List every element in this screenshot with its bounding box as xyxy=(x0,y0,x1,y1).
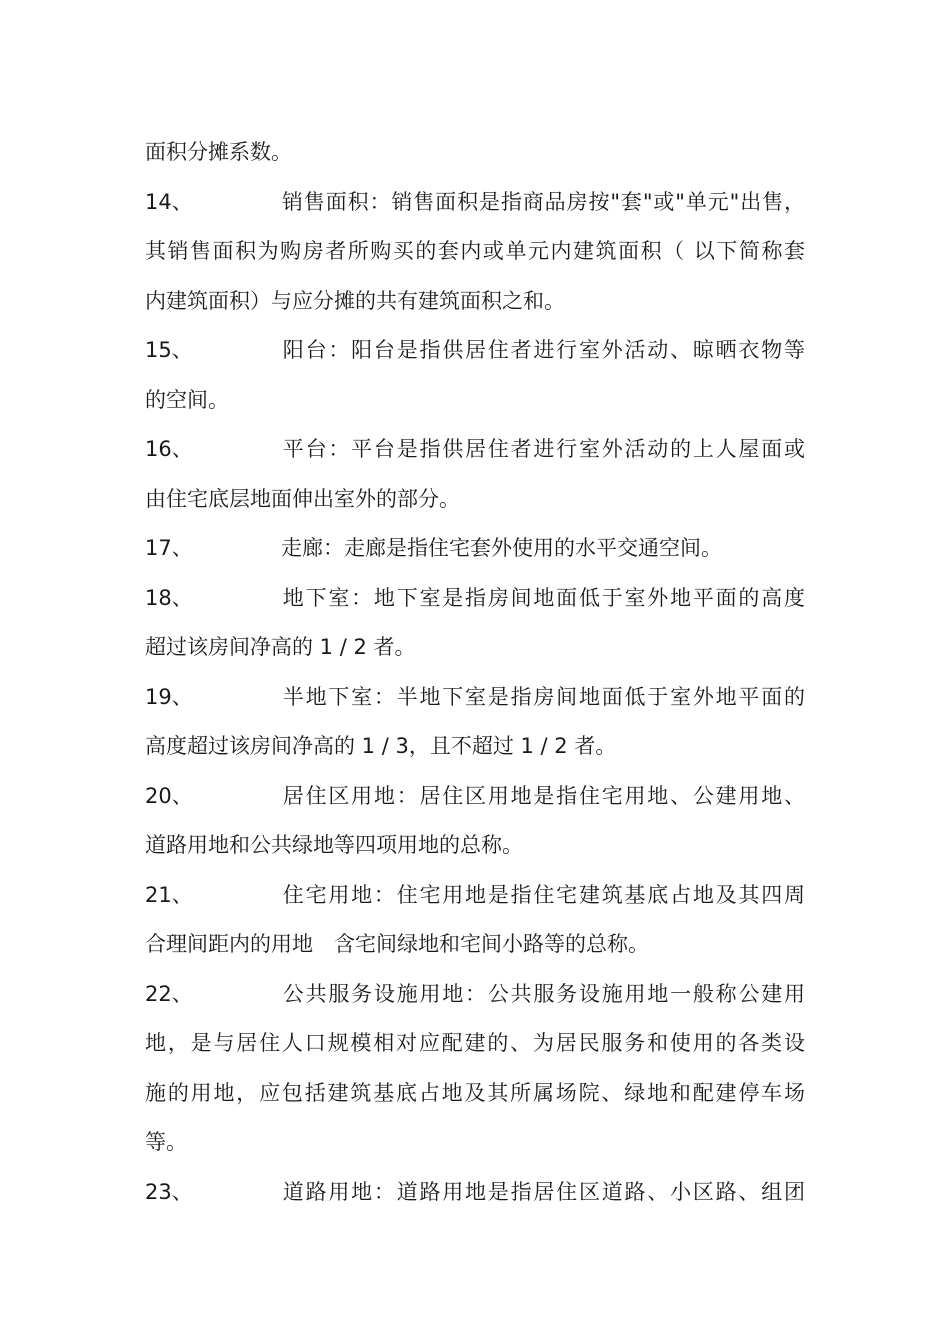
body-line: 超过该房间净高的 1 / 2 者。 xyxy=(145,635,416,659)
item-text: 住宅用地：住宅用地是指住宅建筑基底占地及其四周 xyxy=(281,883,805,907)
item-number: 21、 xyxy=(145,883,193,907)
list-item-20 xyxy=(145,781,805,811)
item-text: 居住区用地：居住区用地是指住宅用地、公建用地、 xyxy=(281,784,805,808)
body-line: 其销售面积为购房者所购买的套内或单元内建筑面积（ 以下简称套 xyxy=(145,239,805,263)
list-item-17 xyxy=(145,533,722,563)
item-text: 半地下室：半地下室是指房间地面低于室外地平面的 xyxy=(281,685,805,709)
item-text: 销售面积：销售面积是指商品房按"套"或"单元"出售， xyxy=(281,190,805,214)
item-number: 22、 xyxy=(145,982,193,1006)
item-number: 15、 xyxy=(145,338,193,362)
list-item-19 xyxy=(145,682,805,712)
body-line: 的空间。 xyxy=(145,388,229,412)
item-text: 平台：平台是指供居住者进行室外活动的上人屋面或 xyxy=(281,437,805,461)
body-line: 等。 xyxy=(145,1130,187,1154)
list-item-18 xyxy=(145,583,805,613)
item-text: 阳台：阳台是指供居住者进行室外活动、晾晒衣物等 xyxy=(281,338,805,362)
body-line: 高度超过该房间净高的 1 / 3，且不超过 1 / 2 者。 xyxy=(145,734,617,758)
item-text: 公共服务设施用地：公共服务设施用地一般称公建用 xyxy=(281,982,805,1006)
list-item-14 xyxy=(145,187,805,217)
body-line: 地，是与居住人口规模相对应配建的、为居民服务和使用的各类设 xyxy=(145,1031,805,1055)
body-line: 施的用地，应包括建筑基底占地及其所属场院、绿地和配建停车场 xyxy=(145,1081,805,1105)
item-number: 20、 xyxy=(145,784,193,808)
item-text: 走廊：走廊是指住宅套外使用的水平交通空间。 xyxy=(281,536,722,560)
body-line: 由住宅底层地面伸出室外的部分。 xyxy=(145,487,460,511)
list-item-16 xyxy=(145,434,805,464)
item-number: 18、 xyxy=(145,586,193,610)
item-number: 16、 xyxy=(145,437,193,461)
body-line: 合理间距内的用地 含宅间绿地和宅间小路等的总称。 xyxy=(145,932,649,956)
item-number: 14、 xyxy=(145,190,193,214)
item-text: 地下室：地下室是指房间地面低于室外地平面的高度 xyxy=(281,586,805,610)
item-number: 19、 xyxy=(145,685,193,709)
body-line: 内建筑面积）与应分摊的共有建筑面积之和。 xyxy=(145,289,565,313)
list-item-23 xyxy=(145,1177,805,1207)
list-item-22 xyxy=(145,979,805,1009)
list-item-21 xyxy=(145,880,805,910)
item-text: 道路用地：道路用地是指居住区道路、小区路、组团 xyxy=(281,1180,805,1204)
body-line: 面积分摊系数。 xyxy=(145,140,292,164)
body-line: 道路用地和公共绿地等四项用地的总称。 xyxy=(145,833,523,857)
list-item-15 xyxy=(145,335,805,365)
item-number: 23、 xyxy=(145,1180,193,1204)
item-number: 17、 xyxy=(145,536,193,560)
